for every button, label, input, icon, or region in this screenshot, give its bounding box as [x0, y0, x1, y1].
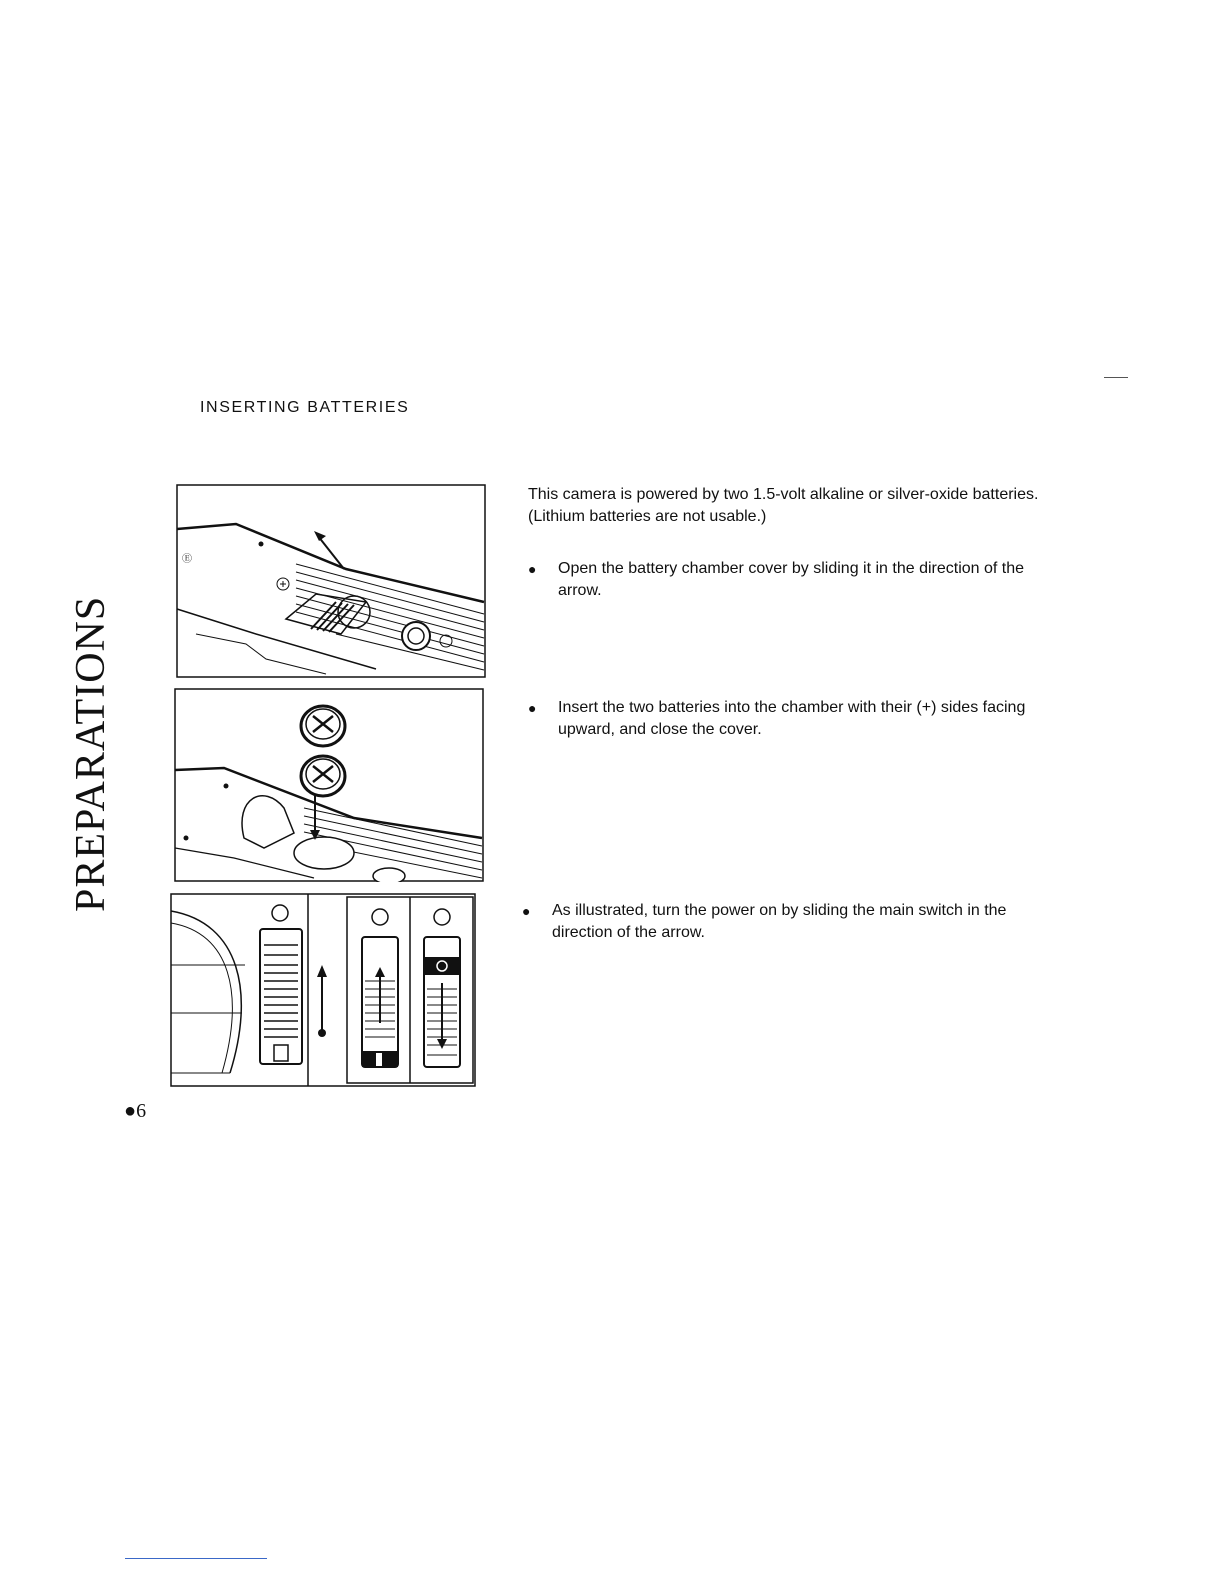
intro-paragraph: This camera is powered by two 1.5-volt alkaline or silver-oxide batteries. (Lithium batteries are not usable.): [528, 486, 1039, 525]
bullet-marker: ●: [528, 700, 537, 716]
battery-insert-illustration: [174, 688, 484, 882]
side-tab-label: PREPARATIONS: [68, 595, 114, 912]
page-number: ●6: [124, 1100, 147, 1122]
battery-cover-illustration: [176, 484, 486, 678]
step-text: Insert the two batteries into the chamber with their (+) sides facing upward, and close the cover.: [558, 699, 1026, 738]
step-item: [528, 697, 1048, 741]
corner-rule: [1104, 377, 1128, 378]
step-item: [522, 900, 1042, 944]
footnote-rule: [125, 1558, 267, 1559]
step-text: Open the battery chamber cover by sliding it in the direction of the arrow.: [558, 560, 1025, 599]
step-text: As illustrated, turn the power on by sliding the main switch in the direction of the arrow.: [552, 902, 1007, 941]
main-switch-illustration: [170, 893, 476, 1087]
section-title: INSERTING BATTERIES: [200, 399, 410, 416]
step-item: [528, 558, 1048, 602]
bullet-marker: ●: [522, 903, 531, 919]
svg-text:Ⓔ: Ⓔ: [182, 554, 192, 565]
bullet-marker: ●: [528, 561, 537, 577]
